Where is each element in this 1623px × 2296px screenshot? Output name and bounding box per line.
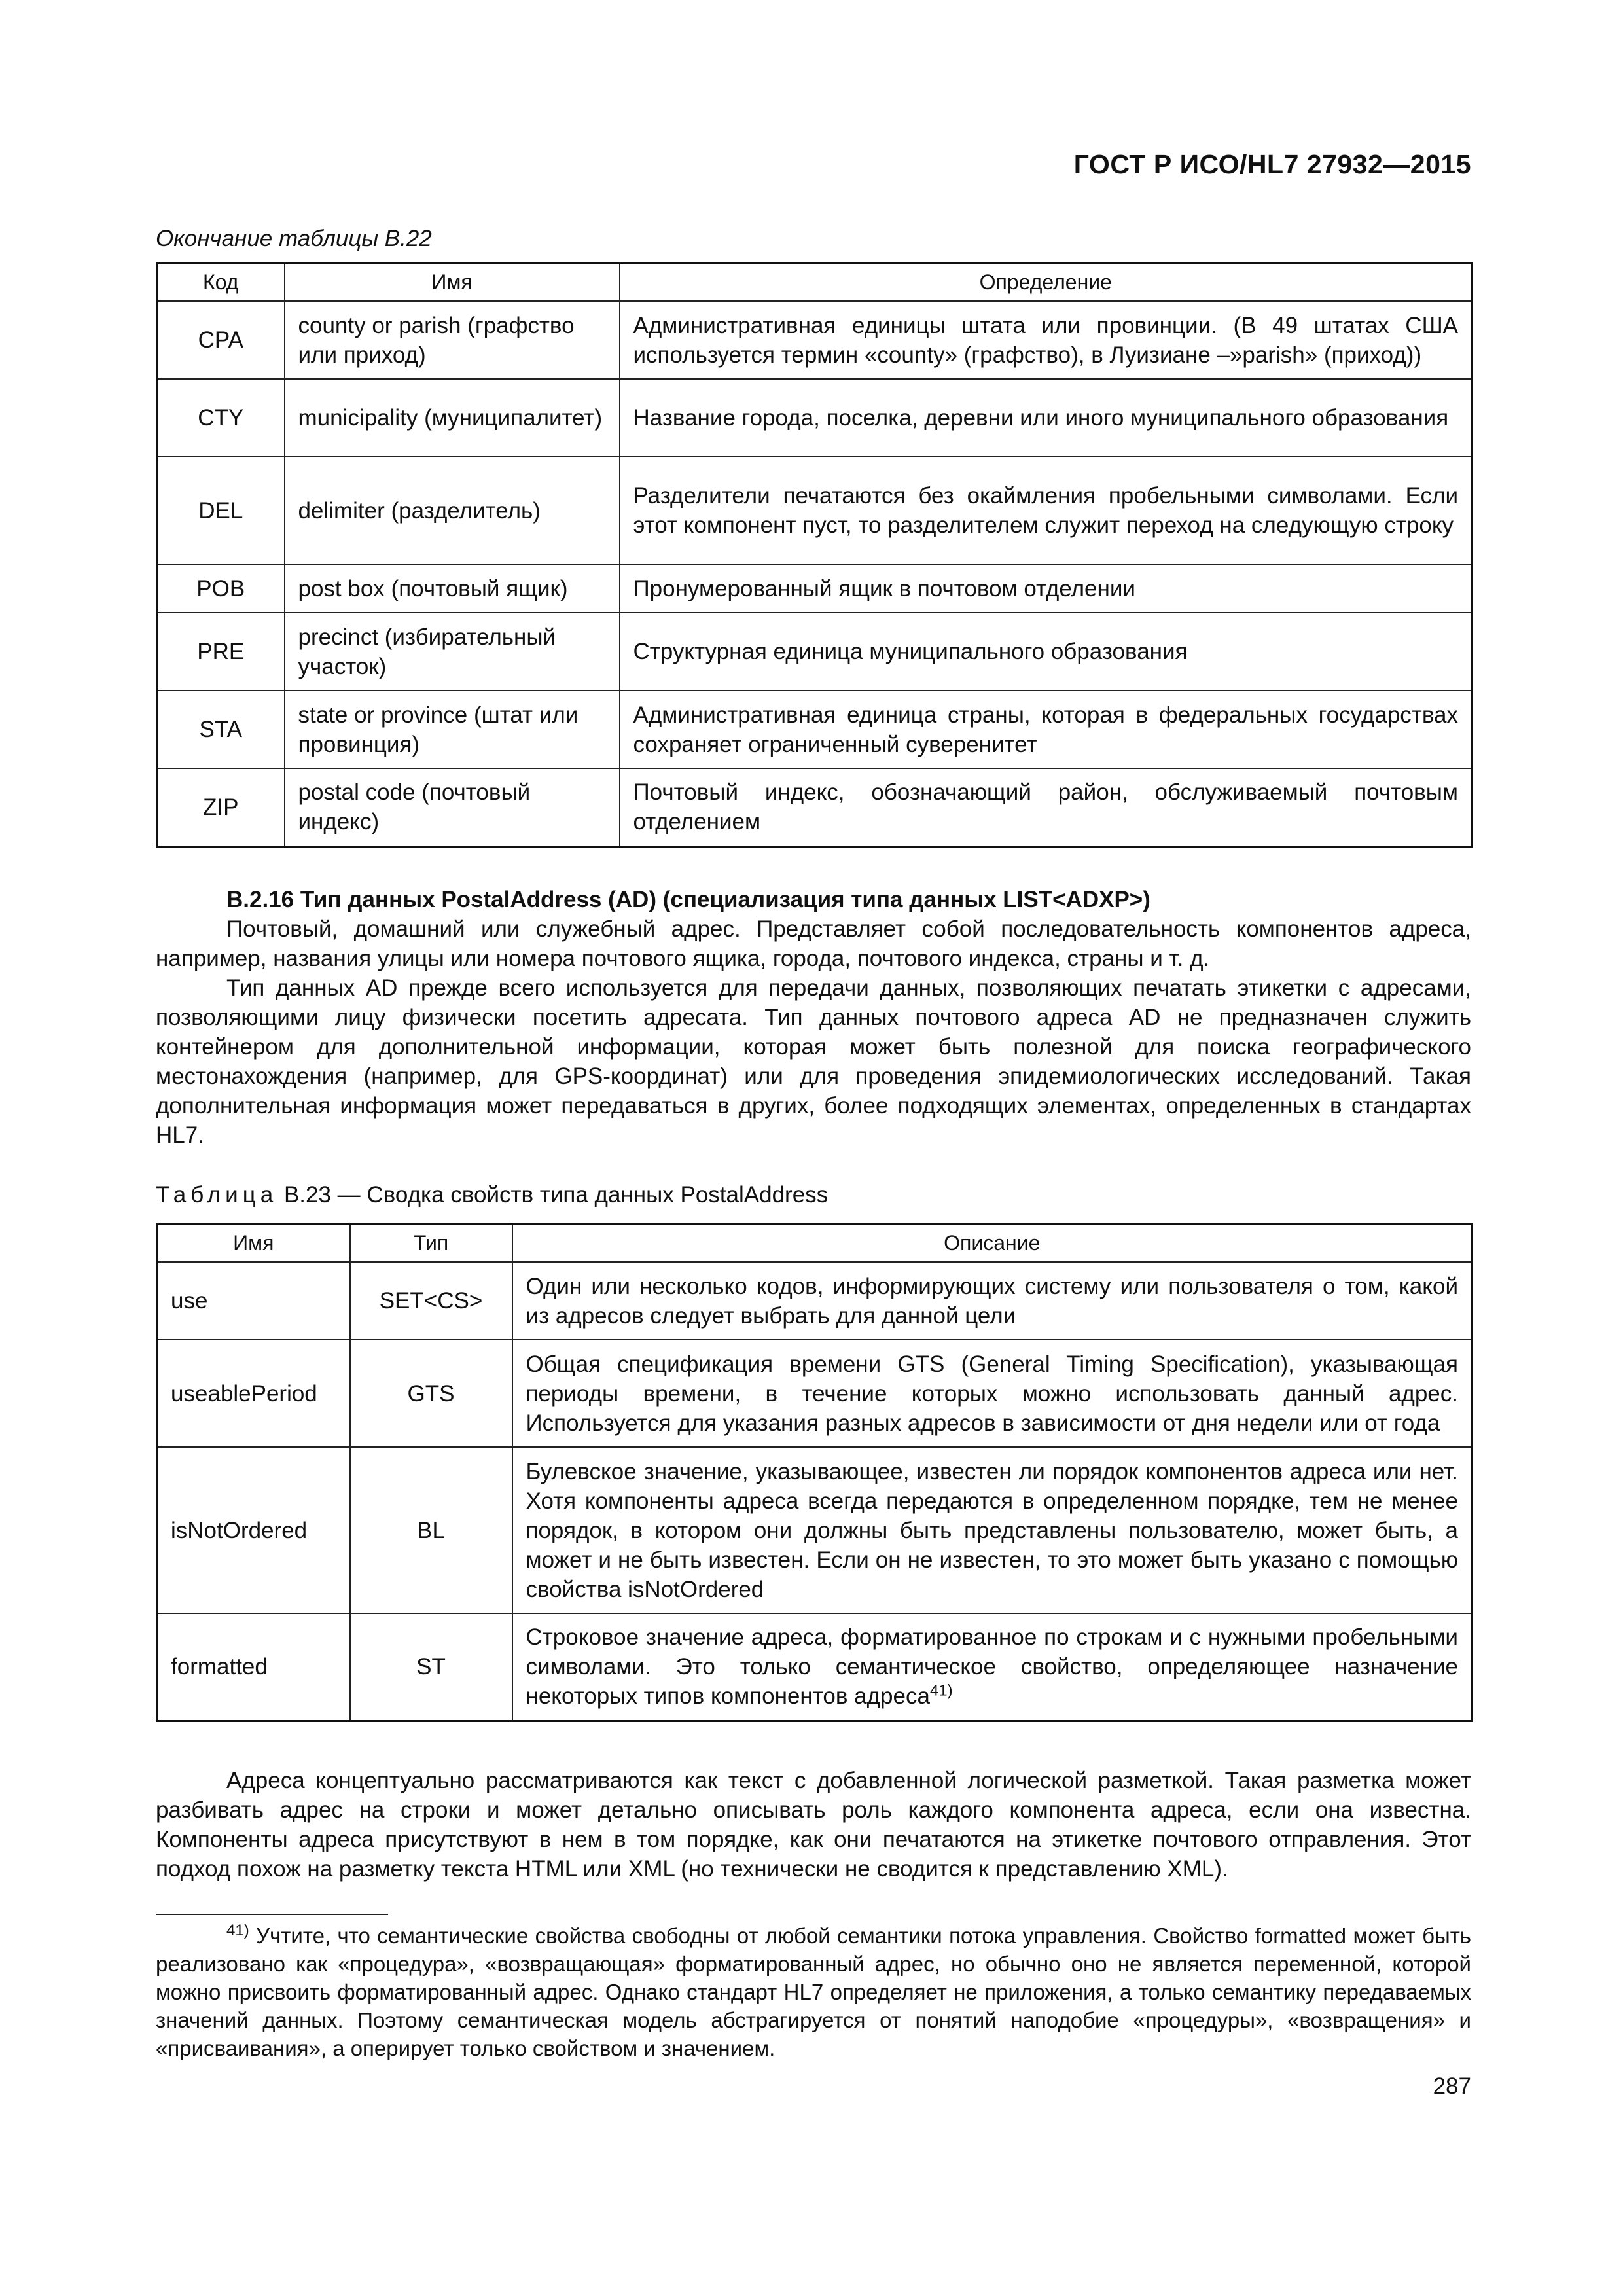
table-caption-title: В.23 — Сводка свойств типа данных PostalAddress <box>277 1182 829 1208</box>
name-cell: postal code (почтовый индекс) <box>285 768 620 846</box>
property-description-cell: Булевское значение, указывающее, известен ли порядок компонентов адреса или нет. Хотя компоненты адреса всегда передаются в определенном порядке, тем не менее порядок, в котором они должны быть представлены пользователю, может быть, а может и не быть известен. Если он не известен, то это может быть указано с помощью свойства isNotOrdered <box>512 1447 1472 1613</box>
table-row <box>157 1340 1472 1447</box>
column-header-name: Имя <box>285 263 620 302</box>
column-header-type: Тип <box>350 1224 512 1263</box>
name-cell: delimiter (разделитель) <box>285 457 620 564</box>
column-header-definition: Определение <box>620 263 1472 302</box>
name-cell: county or parish (графство или приход) <box>285 301 620 379</box>
definition-cell: Разделители печатаются без окаймления пробельными символами. Если этот компонент пуст, то разделителем служит переход на следующую строку <box>620 457 1472 564</box>
body-paragraph: Тип данных AD прежде всего используется для передачи данных, позволяющих печатать этикетки с адресами, позволяющими лицу физически посетить адресата. Тип данных почтового адреса AD не предназначен служить контейнером для дополнительной информации, которая может быть полезной для поиска географического местонахождения (например, для GPS-координат) или для проведения эпидемиологических исследований. Такая дополнительная информация может передаваться в других, более подходящих элементах, определенных в стандартах HL7. <box>156 975 1471 1148</box>
table-row <box>157 379 1472 457</box>
table-row <box>157 564 1472 613</box>
property-name-cell: formatted <box>157 1613 350 1721</box>
definition-cell: Почтовый индекс, обозначающий район, обслуживаемый почтовым отделением <box>620 768 1472 846</box>
code-cell: DEL <box>157 457 285 564</box>
table-header-row <box>157 263 1472 302</box>
property-description-cell <box>512 1613 1472 1721</box>
name-cell: post box (почтовый ящик) <box>285 564 620 613</box>
property-description-cell: Один или несколько кодов, информирующих систему или пользователя о том, какой из адресов следует выбрать для данной цели <box>512 1262 1472 1340</box>
table-caption <box>156 1182 828 1208</box>
postal-address-properties-table <box>156 1223 1473 1722</box>
closing-section <box>156 1766 1471 1884</box>
code-cell: CPA <box>157 301 285 379</box>
table-row <box>157 457 1472 564</box>
section-heading: В.2.16 Тип данных PostalAddress (AD) (специализация типа данных LIST<ADXP>) <box>226 887 1150 912</box>
name-cell: precinct (избирательный участок) <box>285 613 620 691</box>
footnote-reference: 41) <box>929 1681 953 1700</box>
table-row <box>157 691 1472 768</box>
page-number: 287 <box>1433 2073 1471 2099</box>
property-description-cell: Общая спецификация времени GTS (General Timing Specification), указывающая периоды времени, в течение которых можно использовать данный адрес. Используется для указания разных адресов в зависимости от дня недели или от года <box>512 1340 1472 1447</box>
property-type-cell: BL <box>350 1447 512 1613</box>
table-row <box>157 301 1472 379</box>
definition-cell: Административная единицы штата или провинции. (В 49 штатах США используется термин «county» (графство), в Луизиане –»parish» (приход)) <box>620 301 1472 379</box>
table-row <box>157 1262 1472 1340</box>
table-header-row <box>157 1224 1472 1263</box>
property-type-cell: ST <box>350 1613 512 1721</box>
code-cell: PRE <box>157 613 285 691</box>
footnote <box>156 1922 1471 2062</box>
address-part-codes-table <box>156 262 1473 848</box>
name-cell: municipality (муниципалитет) <box>285 379 620 457</box>
definition-cell: Пронумерованный ящик в почтовом отделении <box>620 564 1472 613</box>
body-paragraph: Почтовый, домашний или служебный адрес. Представляет собой последовательность компонентов адреса, например, названия улицы или номера почтового ящика, города, почтового индекса, страны и т. д. <box>156 916 1471 971</box>
property-name-cell: useablePeriod <box>157 1340 350 1447</box>
definition-cell: Структурная единица муниципального образования <box>620 613 1472 691</box>
section-b-2-16 <box>156 885 1471 1150</box>
standard-designation: ГОСТ Р ИСО/HL7 27932—2015 <box>1073 149 1471 179</box>
body-paragraph: Адреса концептуально рассматриваются как текст с добавленной логической разметкой. Такая разметка может разбивать адрес на строки и может детально описывать роль каждого компонента адреса, если она известна. Компоненты адреса присутствуют в нем в том порядке, как они печатаются на этикетке почтового отправления. Этот подход похож на разметку текста HTML или XML (но технически не сводится к представлению XML). <box>156 1768 1471 1882</box>
table-caption-word: Таблица <box>156 1182 278 1208</box>
property-name-cell: isNotOrdered <box>157 1447 350 1613</box>
footnote-marker: 41) <box>226 1922 249 1939</box>
property-type-cell: SET<CS> <box>350 1262 512 1340</box>
code-cell: STA <box>157 691 285 768</box>
table-row <box>157 1613 1472 1721</box>
table-row <box>157 1447 1472 1613</box>
definition-cell: Административная единица страны, которая в федеральных государствах сохраняет ограниченный суверенитет <box>620 691 1472 768</box>
definition-cell: Название города, поселка, деревни или иного муниципального образования <box>620 379 1472 457</box>
footnote-separator <box>156 1914 388 1915</box>
property-type-cell: GTS <box>350 1340 512 1447</box>
table-row <box>157 613 1472 691</box>
column-header-code: Код <box>157 263 285 302</box>
code-cell: POB <box>157 564 285 613</box>
table-continuation-caption: Окончание таблицы В.22 <box>156 226 432 251</box>
property-name-cell: use <box>157 1262 350 1340</box>
description-text: Строковое значение адреса, форматированное по строкам и с нужными пробельными символами. Это только семантическое свойство, определяющее назначение некоторых типов компонентов адреса <box>526 1624 1458 1710</box>
column-header-description: Описание <box>512 1224 1472 1263</box>
code-cell: ZIP <box>157 768 285 846</box>
name-cell: state or province (штат или провинция) <box>285 691 620 768</box>
table-row <box>157 768 1472 846</box>
footnote-text: Учтите, что семантические свойства свободны от любой семантики потока управления. Свойство formatted может быть реализовано как «процедура», «возвращающая» форматированный адрес, но обычно оно не является переменной, которой можно присвоить форматированный адрес. Однако стандарт HL7 определяет не приложения, а только семантику передаваемых значений данных. Поэтому семантическая модель абстрагируется от понятий наподобие «процедуры», «возвращения» и «присваивания», а оперирует только свойством и значением. <box>156 1924 1471 2060</box>
code-cell: CTY <box>157 379 285 457</box>
column-header-name: Имя <box>157 1224 350 1263</box>
